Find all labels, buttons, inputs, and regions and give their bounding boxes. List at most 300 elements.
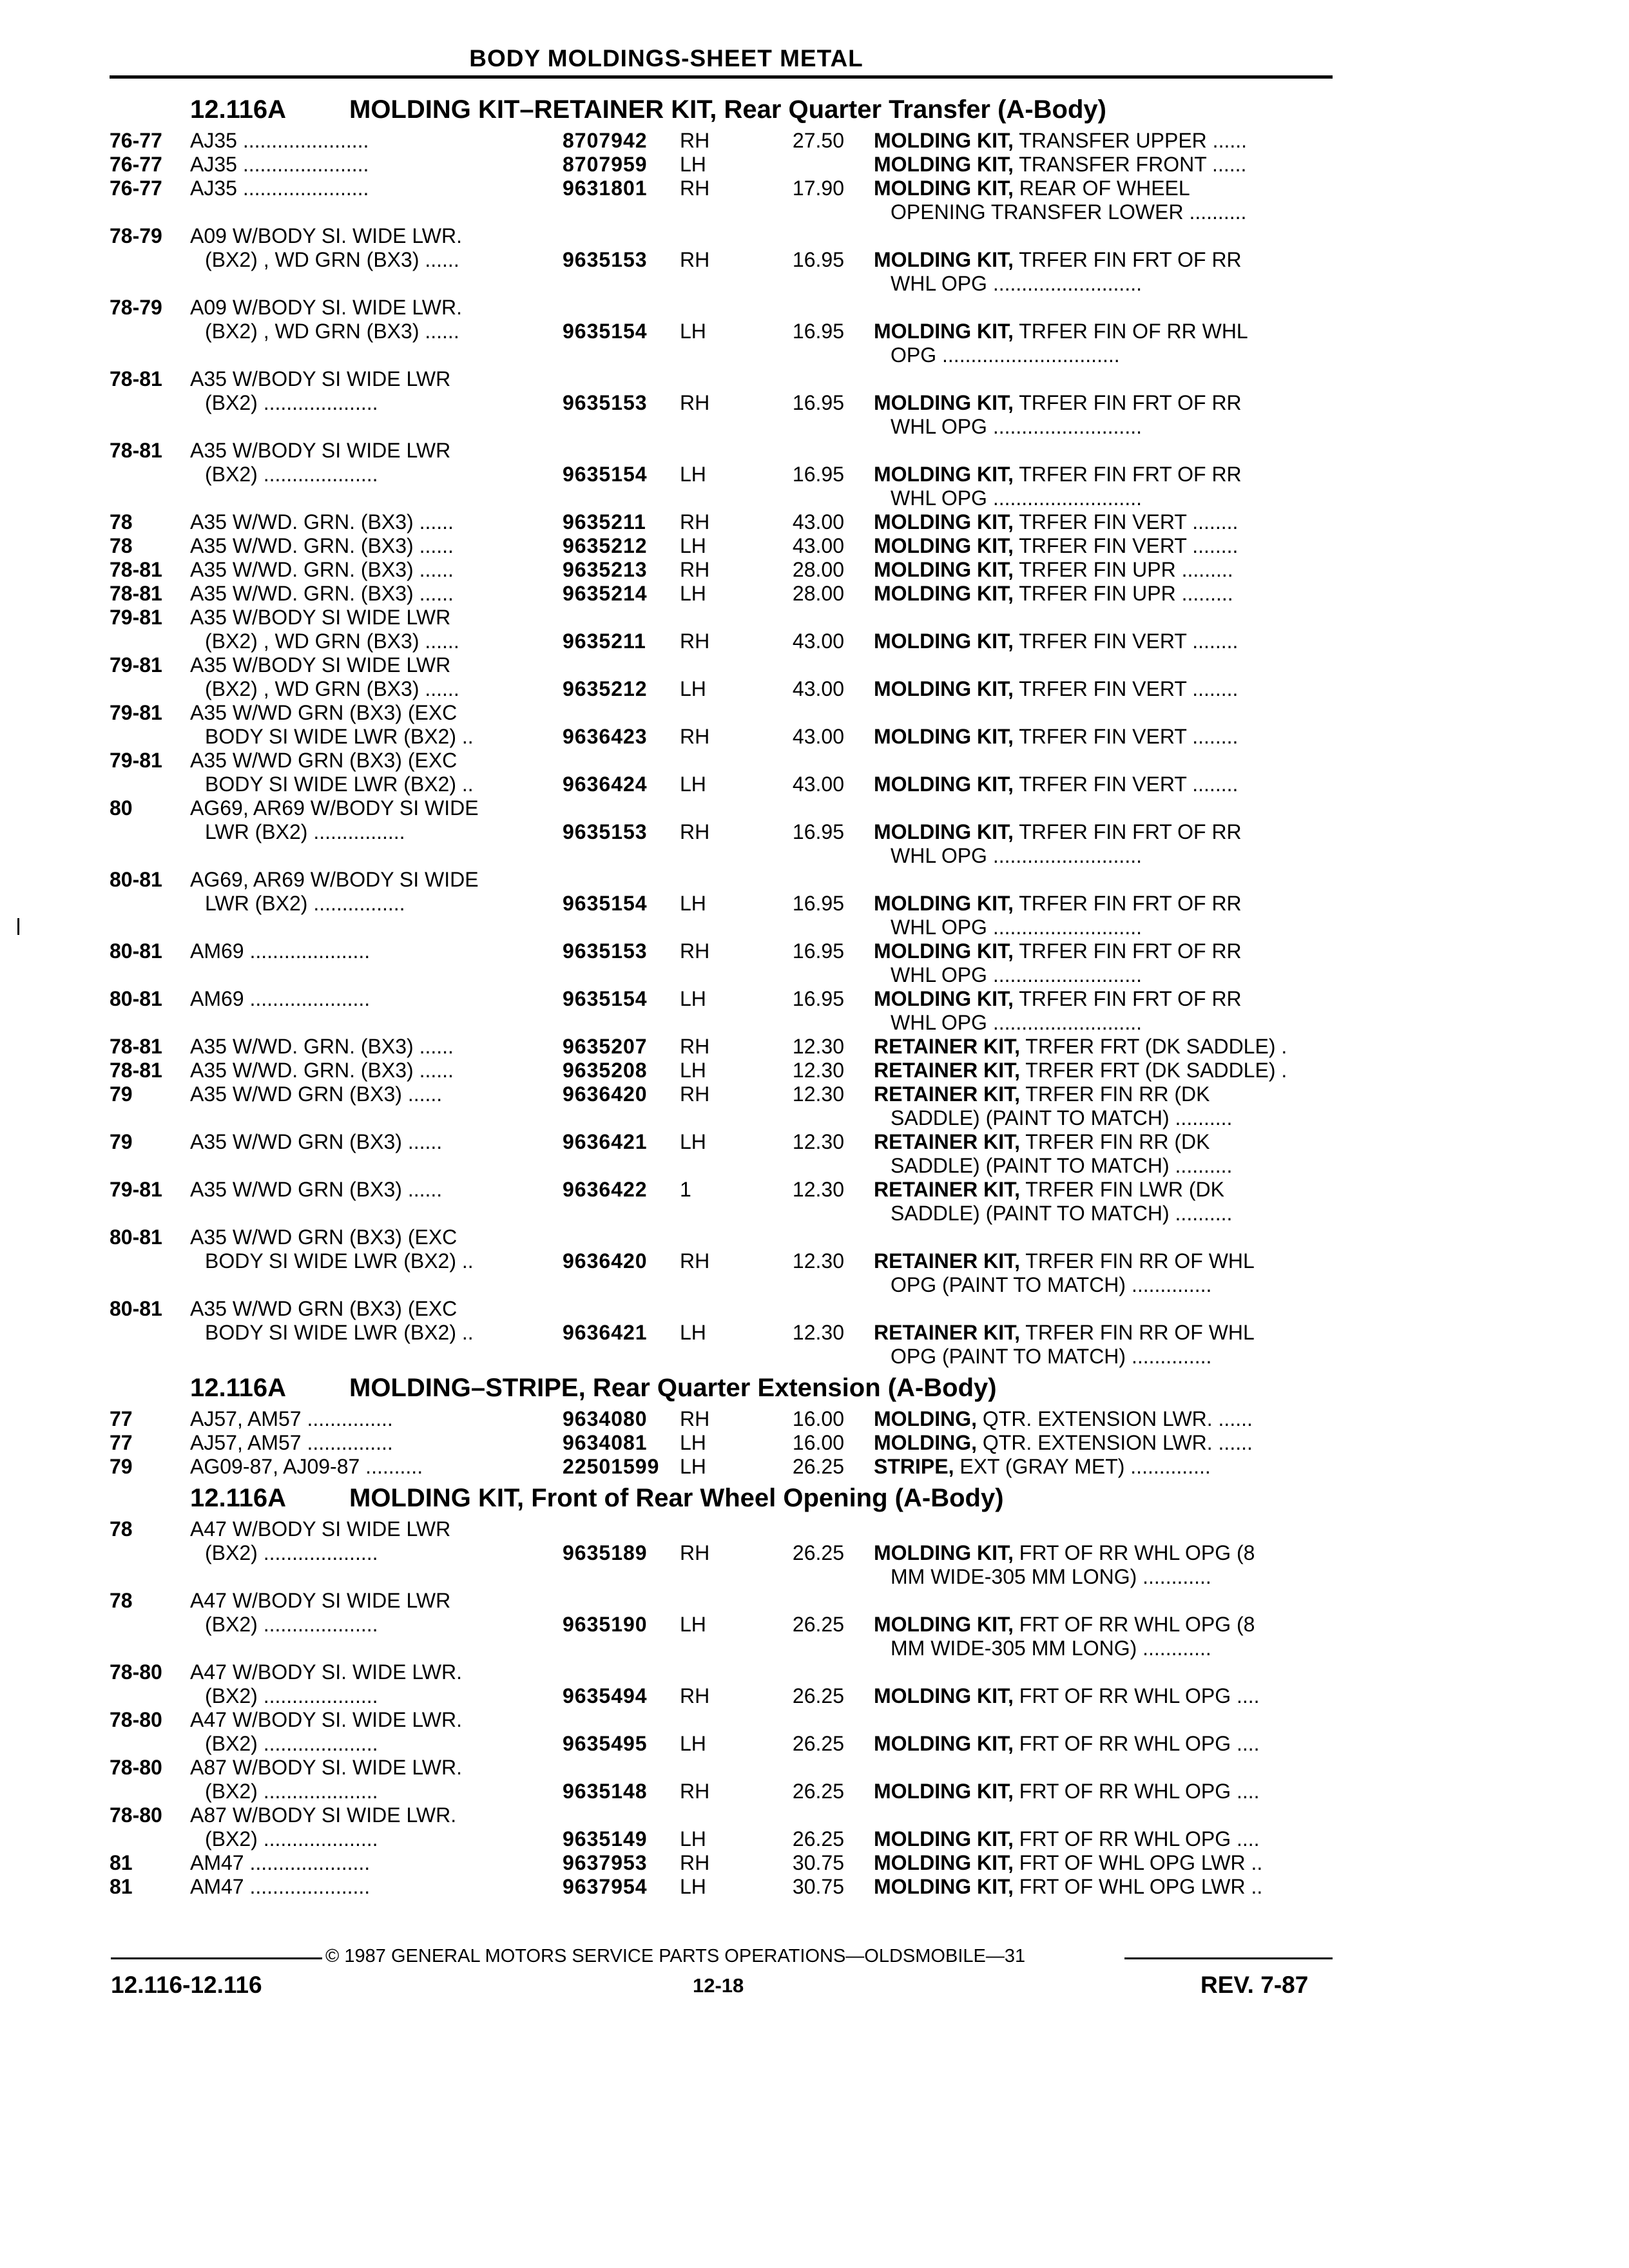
model-application-cont: (BX2) .................... — [205, 1780, 378, 1803]
parts-entry — [110, 749, 1334, 796]
parts-entry — [110, 1803, 1334, 1851]
price: 12.30 — [792, 1178, 844, 1201]
parts-entry — [110, 987, 1334, 1035]
part-name: MOLDING, — [874, 1407, 977, 1430]
part-description — [874, 1130, 1210, 1154]
part-number: 9635212 — [563, 677, 648, 700]
part-number: 9636424 — [563, 773, 648, 796]
model-application: A47 W/BODY SI WIDE LWR — [190, 1589, 451, 1612]
part-number: 9637953 — [563, 1851, 648, 1874]
parts-entry — [110, 1589, 1334, 1660]
model-application-cont: (BX2) .................... — [205, 463, 378, 486]
part-name: RETAINER KIT, — [874, 1130, 1020, 1153]
model-application: AM69 ..................... — [190, 987, 371, 1010]
model-year: 76-77 — [110, 129, 162, 152]
part-description — [874, 582, 1233, 606]
part-detail: TRFER FIN VERT ........ — [1019, 510, 1239, 533]
part-number: 9631801 — [563, 177, 648, 200]
model-year: 78 — [110, 510, 133, 533]
part-detail: TRFER FIN RR (DK — [1025, 1082, 1210, 1106]
model-year: 77 — [110, 1407, 133, 1430]
side-code: RH — [680, 939, 710, 963]
side-code: LH — [680, 1455, 706, 1478]
model-application: AJ35 ...................... — [190, 153, 369, 176]
price: 16.95 — [792, 248, 844, 271]
part-number: 9636421 — [563, 1130, 648, 1153]
side-code: RH — [680, 129, 710, 152]
part-name: RETAINER KIT, — [874, 1059, 1020, 1082]
part-detail-cont: WHL OPG .......................... — [891, 415, 1142, 438]
part-name: MOLDING KIT, — [874, 153, 1014, 176]
price: 16.00 — [792, 1407, 844, 1430]
price: 12.30 — [792, 1130, 844, 1153]
parts-listing — [110, 90, 1334, 1899]
section-number: 12.116A — [190, 1374, 287, 1402]
part-detail: TRFER FIN RR (DK — [1025, 1130, 1210, 1153]
model-application: A87 W/BODY SI. WIDE LWR. — [190, 1756, 462, 1779]
part-name: MOLDING KIT, — [874, 1541, 1014, 1564]
part-description — [874, 534, 1238, 558]
part-detail-cont: WHL OPG .......................... — [891, 963, 1142, 986]
parts-entry — [110, 606, 1334, 653]
part-detail-cont: SADDLE) (PAINT TO MATCH) .......... — [891, 1202, 1233, 1225]
part-description — [874, 1732, 1260, 1756]
part-description — [874, 1431, 1253, 1455]
model-application: A35 W/WD GRN (BX3) ...... — [190, 1082, 443, 1106]
part-description — [874, 1407, 1253, 1431]
side-code: RH — [680, 1541, 710, 1564]
part-name: RETAINER KIT, — [874, 1321, 1020, 1344]
model-application: AJ57, AM57 ............... — [190, 1431, 393, 1454]
model-year: 77 — [110, 1431, 133, 1454]
part-name: MOLDING KIT, — [874, 939, 1014, 963]
part-number: 9635213 — [563, 558, 648, 581]
parts-entry — [110, 177, 1334, 224]
part-detail: TRFER FIN VERT ........ — [1019, 773, 1239, 796]
part-number: 9636423 — [563, 725, 648, 748]
price: 16.95 — [792, 892, 844, 915]
side-code: LH — [680, 1827, 706, 1850]
part-description — [874, 1780, 1260, 1803]
model-application: AG69, AR69 W/BODY SI WIDE — [190, 868, 479, 891]
part-detail: QTR. EXTENSION LWR. ...... — [982, 1407, 1253, 1430]
footer-copyright: © 1987 GENERAL MOTORS SERVICE PARTS OPERATIONS—OLDSMOBILE—31 — [325, 1946, 1026, 1966]
part-description — [874, 248, 1242, 272]
part-description — [874, 892, 1242, 916]
part-number: 9635148 — [563, 1780, 648, 1803]
part-detail: FRT OF RR WHL OPG (8 — [1019, 1613, 1255, 1636]
part-description — [874, 1178, 1224, 1202]
model-application: AG69, AR69 W/BODY SI WIDE — [190, 796, 479, 820]
price: 30.75 — [792, 1851, 844, 1874]
header-rule — [110, 75, 1333, 79]
part-detail: TRFER FIN FRT OF RR — [1019, 820, 1242, 843]
parts-entry — [110, 1708, 1334, 1756]
part-name: MOLDING KIT, — [874, 1827, 1014, 1850]
model-application-cont: (BX2) , WD GRN (BX3) ...... — [205, 677, 459, 700]
part-name: MOLDING KIT, — [874, 677, 1014, 700]
part-number: 9635212 — [563, 534, 648, 557]
price: 16.95 — [792, 939, 844, 963]
side-code: LH — [680, 1613, 706, 1636]
model-year: 78-79 — [110, 224, 162, 247]
part-detail: TRFER FIN RR OF WHL — [1025, 1249, 1255, 1273]
part-description — [874, 677, 1238, 701]
price: 12.30 — [792, 1082, 844, 1106]
model-year: 81 — [110, 1851, 133, 1874]
model-year: 76-77 — [110, 177, 162, 200]
part-detail-cont: WHL OPG .......................... — [891, 916, 1142, 939]
price: 16.95 — [792, 987, 844, 1010]
model-application-cont: (BX2) , WD GRN (BX3) ...... — [205, 320, 459, 343]
side-code: 1 — [680, 1178, 691, 1201]
part-name: MOLDING KIT, — [874, 629, 1014, 653]
parts-entry — [110, 534, 1334, 558]
model-application: A09 W/BODY SI. WIDE LWR. — [190, 224, 462, 247]
model-year: 78 — [110, 1517, 133, 1541]
part-name: MOLDING KIT, — [874, 987, 1014, 1010]
model-year: 79-81 — [110, 606, 162, 629]
model-application: A35 W/WD. GRN. (BX3) ...... — [190, 558, 454, 581]
part-number: 9635153 — [563, 939, 648, 963]
section-entries — [110, 1517, 1334, 1899]
part-number: 9634080 — [563, 1407, 648, 1430]
part-number: 9635211 — [563, 629, 646, 653]
part-detail-cont: OPG ............................... — [891, 343, 1120, 367]
model-application: A35 W/WD. GRN. (BX3) ...... — [190, 534, 454, 557]
price: 17.90 — [792, 177, 844, 200]
part-detail: TRFER FIN FRT OF RR — [1019, 987, 1242, 1010]
part-detail: TRFER FRT (DK SADDLE) . — [1025, 1059, 1287, 1082]
side-code: LH — [680, 1732, 706, 1755]
part-name: MOLDING KIT, — [874, 582, 1014, 605]
model-year: 79 — [110, 1455, 133, 1478]
part-number: 9636420 — [563, 1082, 648, 1106]
part-number: 9635154 — [563, 892, 648, 915]
side-code: LH — [680, 1321, 706, 1344]
part-name: MOLDING KIT, — [874, 320, 1014, 343]
side-code: RH — [680, 1035, 710, 1058]
part-description — [874, 558, 1233, 582]
model-application: A35 W/WD GRN (BX3) ...... — [190, 1178, 443, 1201]
model-year: 78-81 — [110, 558, 162, 581]
parts-entry — [110, 224, 1334, 296]
part-name: MOLDING KIT, — [874, 129, 1014, 152]
model-application-cont: BODY SI WIDE LWR (BX2) .. — [205, 773, 474, 796]
part-description — [874, 1082, 1210, 1106]
part-number: 9635153 — [563, 820, 648, 843]
parts-entry — [110, 1660, 1334, 1708]
parts-entry — [110, 1851, 1334, 1875]
part-detail-cont: WHL OPG .......................... — [891, 1011, 1142, 1034]
footer-revision: REV. 7-87 — [1200, 1972, 1309, 1998]
part-name: RETAINER KIT, — [874, 1249, 1020, 1273]
model-year: 76-77 — [110, 153, 162, 176]
part-name: MOLDING KIT, — [874, 391, 1014, 414]
side-code: LH — [680, 153, 706, 176]
model-application: A35 W/WD GRN (BX3) (EXC — [190, 749, 458, 772]
model-year: 78-81 — [110, 1035, 162, 1058]
side-code: LH — [680, 534, 706, 557]
part-detail-cont: MM WIDE-305 MM LONG) ............ — [891, 1565, 1211, 1588]
price: 26.25 — [792, 1613, 844, 1636]
part-name: MOLDING KIT, — [874, 177, 1014, 200]
part-detail: TRFER FIN FRT OF RR — [1019, 248, 1242, 271]
model-year: 80-81 — [110, 868, 162, 891]
parts-entry — [110, 129, 1334, 153]
side-code: RH — [680, 629, 710, 653]
part-detail: TRANSFER UPPER ...... — [1019, 129, 1248, 152]
price: 43.00 — [792, 773, 844, 796]
part-number: 9634081 — [563, 1431, 648, 1454]
price: 12.30 — [792, 1321, 844, 1344]
part-description — [874, 320, 1248, 343]
price: 26.25 — [792, 1455, 844, 1478]
parts-entry — [110, 796, 1334, 868]
parts-entry — [110, 868, 1334, 939]
part-detail: TRFER FIN FRT OF RR — [1019, 463, 1242, 486]
part-name: MOLDING, — [874, 1431, 977, 1454]
side-code: LH — [680, 320, 706, 343]
part-name: RETAINER KIT, — [874, 1035, 1020, 1058]
part-detail: FRT OF RR WHL OPG .... — [1019, 1684, 1260, 1707]
parts-entry — [110, 1407, 1334, 1431]
part-number: 9635214 — [563, 582, 648, 605]
side-code: LH — [680, 582, 706, 605]
part-name: MOLDING KIT, — [874, 248, 1014, 271]
side-code: RH — [680, 1780, 710, 1803]
model-year: 79 — [110, 1082, 133, 1106]
model-application-cont: (BX2) .................... — [205, 391, 378, 414]
section-title: MOLDING–STRIPE, Rear Quarter Extension (A-Body) — [349, 1374, 997, 1402]
model-application-cont: LWR (BX2) ................ — [205, 820, 405, 843]
model-year: 78-81 — [110, 1059, 162, 1082]
price: 43.00 — [792, 534, 844, 557]
footer-section-range: 12.116-12.116 — [111, 1972, 262, 1998]
model-application: A35 W/BODY SI WIDE LWR — [190, 653, 451, 677]
part-number: 9635190 — [563, 1613, 648, 1636]
part-detail: FRT OF RR WHL OPG .... — [1019, 1780, 1260, 1803]
part-number: 9635149 — [563, 1827, 648, 1850]
section-entries — [110, 129, 1334, 1369]
model-application: A87 W/BODY SI WIDE LWR. — [190, 1803, 457, 1827]
part-detail: FRT OF RR WHL OPG (8 — [1019, 1541, 1255, 1564]
part-name: MOLDING KIT, — [874, 892, 1014, 915]
part-detail: FRT OF RR WHL OPG .... — [1019, 1827, 1260, 1850]
parts-entry — [110, 1756, 1334, 1803]
price: 43.00 — [792, 510, 844, 533]
model-application: A35 W/WD GRN (BX3) (EXC — [190, 701, 458, 724]
side-code: LH — [680, 1431, 706, 1454]
side-code: LH — [680, 463, 706, 486]
model-year: 78-81 — [110, 367, 162, 390]
part-description — [874, 510, 1238, 534]
model-application-cont: LWR (BX2) ................ — [205, 892, 405, 915]
footer-rule — [111, 1957, 322, 1959]
price: 28.00 — [792, 558, 844, 581]
part-number: 9635211 — [563, 510, 646, 533]
part-name: MOLDING KIT, — [874, 773, 1014, 796]
part-detail-cont: WHL OPG .......................... — [891, 272, 1142, 295]
part-number: 9635495 — [563, 1732, 648, 1755]
model-application: A47 W/BODY SI. WIDE LWR. — [190, 1660, 462, 1684]
parts-entry — [110, 1431, 1334, 1455]
parts-entry — [110, 510, 1334, 534]
part-description — [874, 391, 1242, 415]
part-name: MOLDING KIT, — [874, 1851, 1014, 1874]
part-detail: FRT OF WHL OPG LWR .. — [1019, 1875, 1263, 1898]
parts-entry — [110, 367, 1334, 439]
parts-entry — [110, 1517, 1334, 1589]
part-description — [874, 1613, 1255, 1637]
model-application: A35 W/WD. GRN. (BX3) ...... — [190, 1059, 454, 1082]
part-name: RETAINER KIT, — [874, 1082, 1020, 1106]
price: 16.95 — [792, 391, 844, 414]
side-code: RH — [680, 177, 710, 200]
model-application-cont: (BX2) , WD GRN (BX3) ...... — [205, 248, 459, 271]
side-code: RH — [680, 510, 710, 533]
part-number: 9635153 — [563, 391, 648, 414]
price: 16.00 — [792, 1431, 844, 1454]
part-name: MOLDING KIT, — [874, 558, 1014, 581]
parts-entry — [110, 1455, 1334, 1479]
model-year: 78 — [110, 1589, 133, 1612]
section-heading — [110, 1479, 1334, 1517]
part-number: 9635208 — [563, 1059, 648, 1082]
model-application-cont: BODY SI WIDE LWR (BX2) .. — [205, 1321, 474, 1344]
part-number: 9635494 — [563, 1684, 648, 1707]
price: 26.25 — [792, 1780, 844, 1803]
model-application: A35 W/WD GRN (BX3) (EXC — [190, 1225, 458, 1249]
parts-entry — [110, 582, 1334, 606]
model-year: 78-80 — [110, 1708, 162, 1731]
part-detail-cont: OPENING TRANSFER LOWER .......... — [891, 200, 1247, 224]
part-description — [874, 1321, 1255, 1345]
part-number: 9635154 — [563, 463, 648, 486]
model-application: A35 W/WD. GRN. (BX3) ...... — [190, 510, 454, 533]
price: 12.30 — [792, 1059, 844, 1082]
part-name: MOLDING KIT, — [874, 1875, 1014, 1898]
part-detail: TRFER FRT (DK SADDLE) . — [1025, 1035, 1287, 1058]
side-code: RH — [680, 725, 710, 748]
section-title: MOLDING KIT–RETAINER KIT, Rear Quarter Transfer (A-Body) — [349, 95, 1106, 124]
model-application-cont: (BX2) .................... — [205, 1827, 378, 1850]
parts-entry — [110, 701, 1334, 749]
page-header: BODY MOLDINGS-SHEET METAL — [469, 45, 863, 72]
model-year: 78-81 — [110, 439, 162, 462]
part-number: 9635154 — [563, 320, 648, 343]
side-code: LH — [680, 1875, 706, 1898]
model-application-cont: BODY SI WIDE LWR (BX2) .. — [205, 1249, 474, 1273]
price: 26.25 — [792, 1684, 844, 1707]
model-application-cont: (BX2) .................... — [205, 1732, 378, 1755]
side-code: RH — [680, 1851, 710, 1874]
side-code: LH — [680, 892, 706, 915]
part-description — [874, 1541, 1255, 1565]
part-description — [874, 177, 1190, 200]
footer-page-number: 12-18 — [693, 1974, 744, 1997]
parts-entry — [110, 296, 1334, 367]
part-name: MOLDING KIT, — [874, 725, 1014, 748]
model-application: A35 W/WD GRN (BX3) (EXC — [190, 1297, 458, 1320]
page-footer — [0, 1946, 1629, 2023]
part-name: MOLDING KIT, — [874, 463, 1014, 486]
part-description — [874, 820, 1242, 844]
price: 26.25 — [792, 1732, 844, 1755]
part-description — [874, 987, 1242, 1011]
model-year: 78 — [110, 534, 133, 557]
section-heading — [110, 1369, 1334, 1407]
model-application: A35 W/WD. GRN. (BX3) ...... — [190, 1035, 454, 1058]
side-code: RH — [680, 1082, 710, 1106]
part-number: 9635154 — [563, 987, 648, 1010]
part-detail-cont: MM WIDE-305 MM LONG) ............ — [891, 1637, 1211, 1660]
model-application: A35 W/WD GRN (BX3) ...... — [190, 1130, 443, 1153]
part-detail: TRFER FIN UPR ......... — [1019, 582, 1233, 605]
model-year: 80-81 — [110, 987, 162, 1010]
parts-entry — [110, 1130, 1334, 1178]
part-detail: TRFER FIN LWR (DK — [1025, 1178, 1224, 1201]
side-code: LH — [680, 773, 706, 796]
model-year: 79-81 — [110, 749, 162, 772]
model-year: 79-81 — [110, 1178, 162, 1201]
part-detail-cont: WHL OPG .......................... — [891, 486, 1142, 510]
part-number: 22501599 — [563, 1455, 660, 1478]
price: 12.30 — [792, 1249, 844, 1273]
part-number: 9635189 — [563, 1541, 648, 1564]
model-application: A35 W/BODY SI WIDE LWR — [190, 439, 451, 462]
model-year: 80-81 — [110, 1297, 162, 1320]
model-year: 80-81 — [110, 1225, 162, 1249]
part-description — [874, 1827, 1260, 1851]
part-detail: TRFER FIN VERT ........ — [1019, 629, 1239, 653]
model-application: AM47 ..................... — [190, 1875, 371, 1898]
side-code: LH — [680, 1059, 706, 1082]
part-description — [874, 153, 1246, 177]
side-code: RH — [680, 558, 710, 581]
part-name: RETAINER KIT, — [874, 1178, 1020, 1201]
price: 27.50 — [792, 129, 844, 152]
model-year: 78-81 — [110, 582, 162, 605]
parts-entry — [110, 558, 1334, 582]
part-detail: TRFER FIN OF RR WHL — [1019, 320, 1248, 343]
side-code: RH — [680, 1684, 710, 1707]
parts-entry — [110, 1225, 1334, 1297]
model-application: A47 W/BODY SI. WIDE LWR. — [190, 1708, 462, 1731]
part-number: 9636421 — [563, 1321, 648, 1344]
price: 12.30 — [792, 1035, 844, 1058]
part-detail: TRFER FIN VERT ........ — [1019, 677, 1239, 700]
price: 43.00 — [792, 677, 844, 700]
model-application-cont: (BX2) .................... — [205, 1684, 378, 1707]
side-code: RH — [680, 1249, 710, 1273]
side-code: RH — [680, 1407, 710, 1430]
part-description — [874, 1059, 1287, 1082]
part-detail: TRFER FIN VERT ........ — [1019, 725, 1239, 748]
part-detail-cont: SADDLE) (PAINT TO MATCH) .......... — [891, 1106, 1233, 1129]
side-code: LH — [680, 677, 706, 700]
part-name: MOLDING KIT, — [874, 820, 1014, 843]
parts-entry — [110, 939, 1334, 987]
parts-entry — [110, 153, 1334, 177]
part-detail: TRFER FIN VERT ........ — [1019, 534, 1239, 557]
model-application-cont: BODY SI WIDE LWR (BX2) .. — [205, 725, 474, 748]
model-application: A35 W/BODY SI WIDE LWR — [190, 606, 451, 629]
price: 16.95 — [792, 320, 844, 343]
part-number: 8707959 — [563, 153, 648, 176]
part-number: 9635207 — [563, 1035, 648, 1058]
part-detail: FRT OF WHL OPG LWR .. — [1019, 1851, 1263, 1874]
